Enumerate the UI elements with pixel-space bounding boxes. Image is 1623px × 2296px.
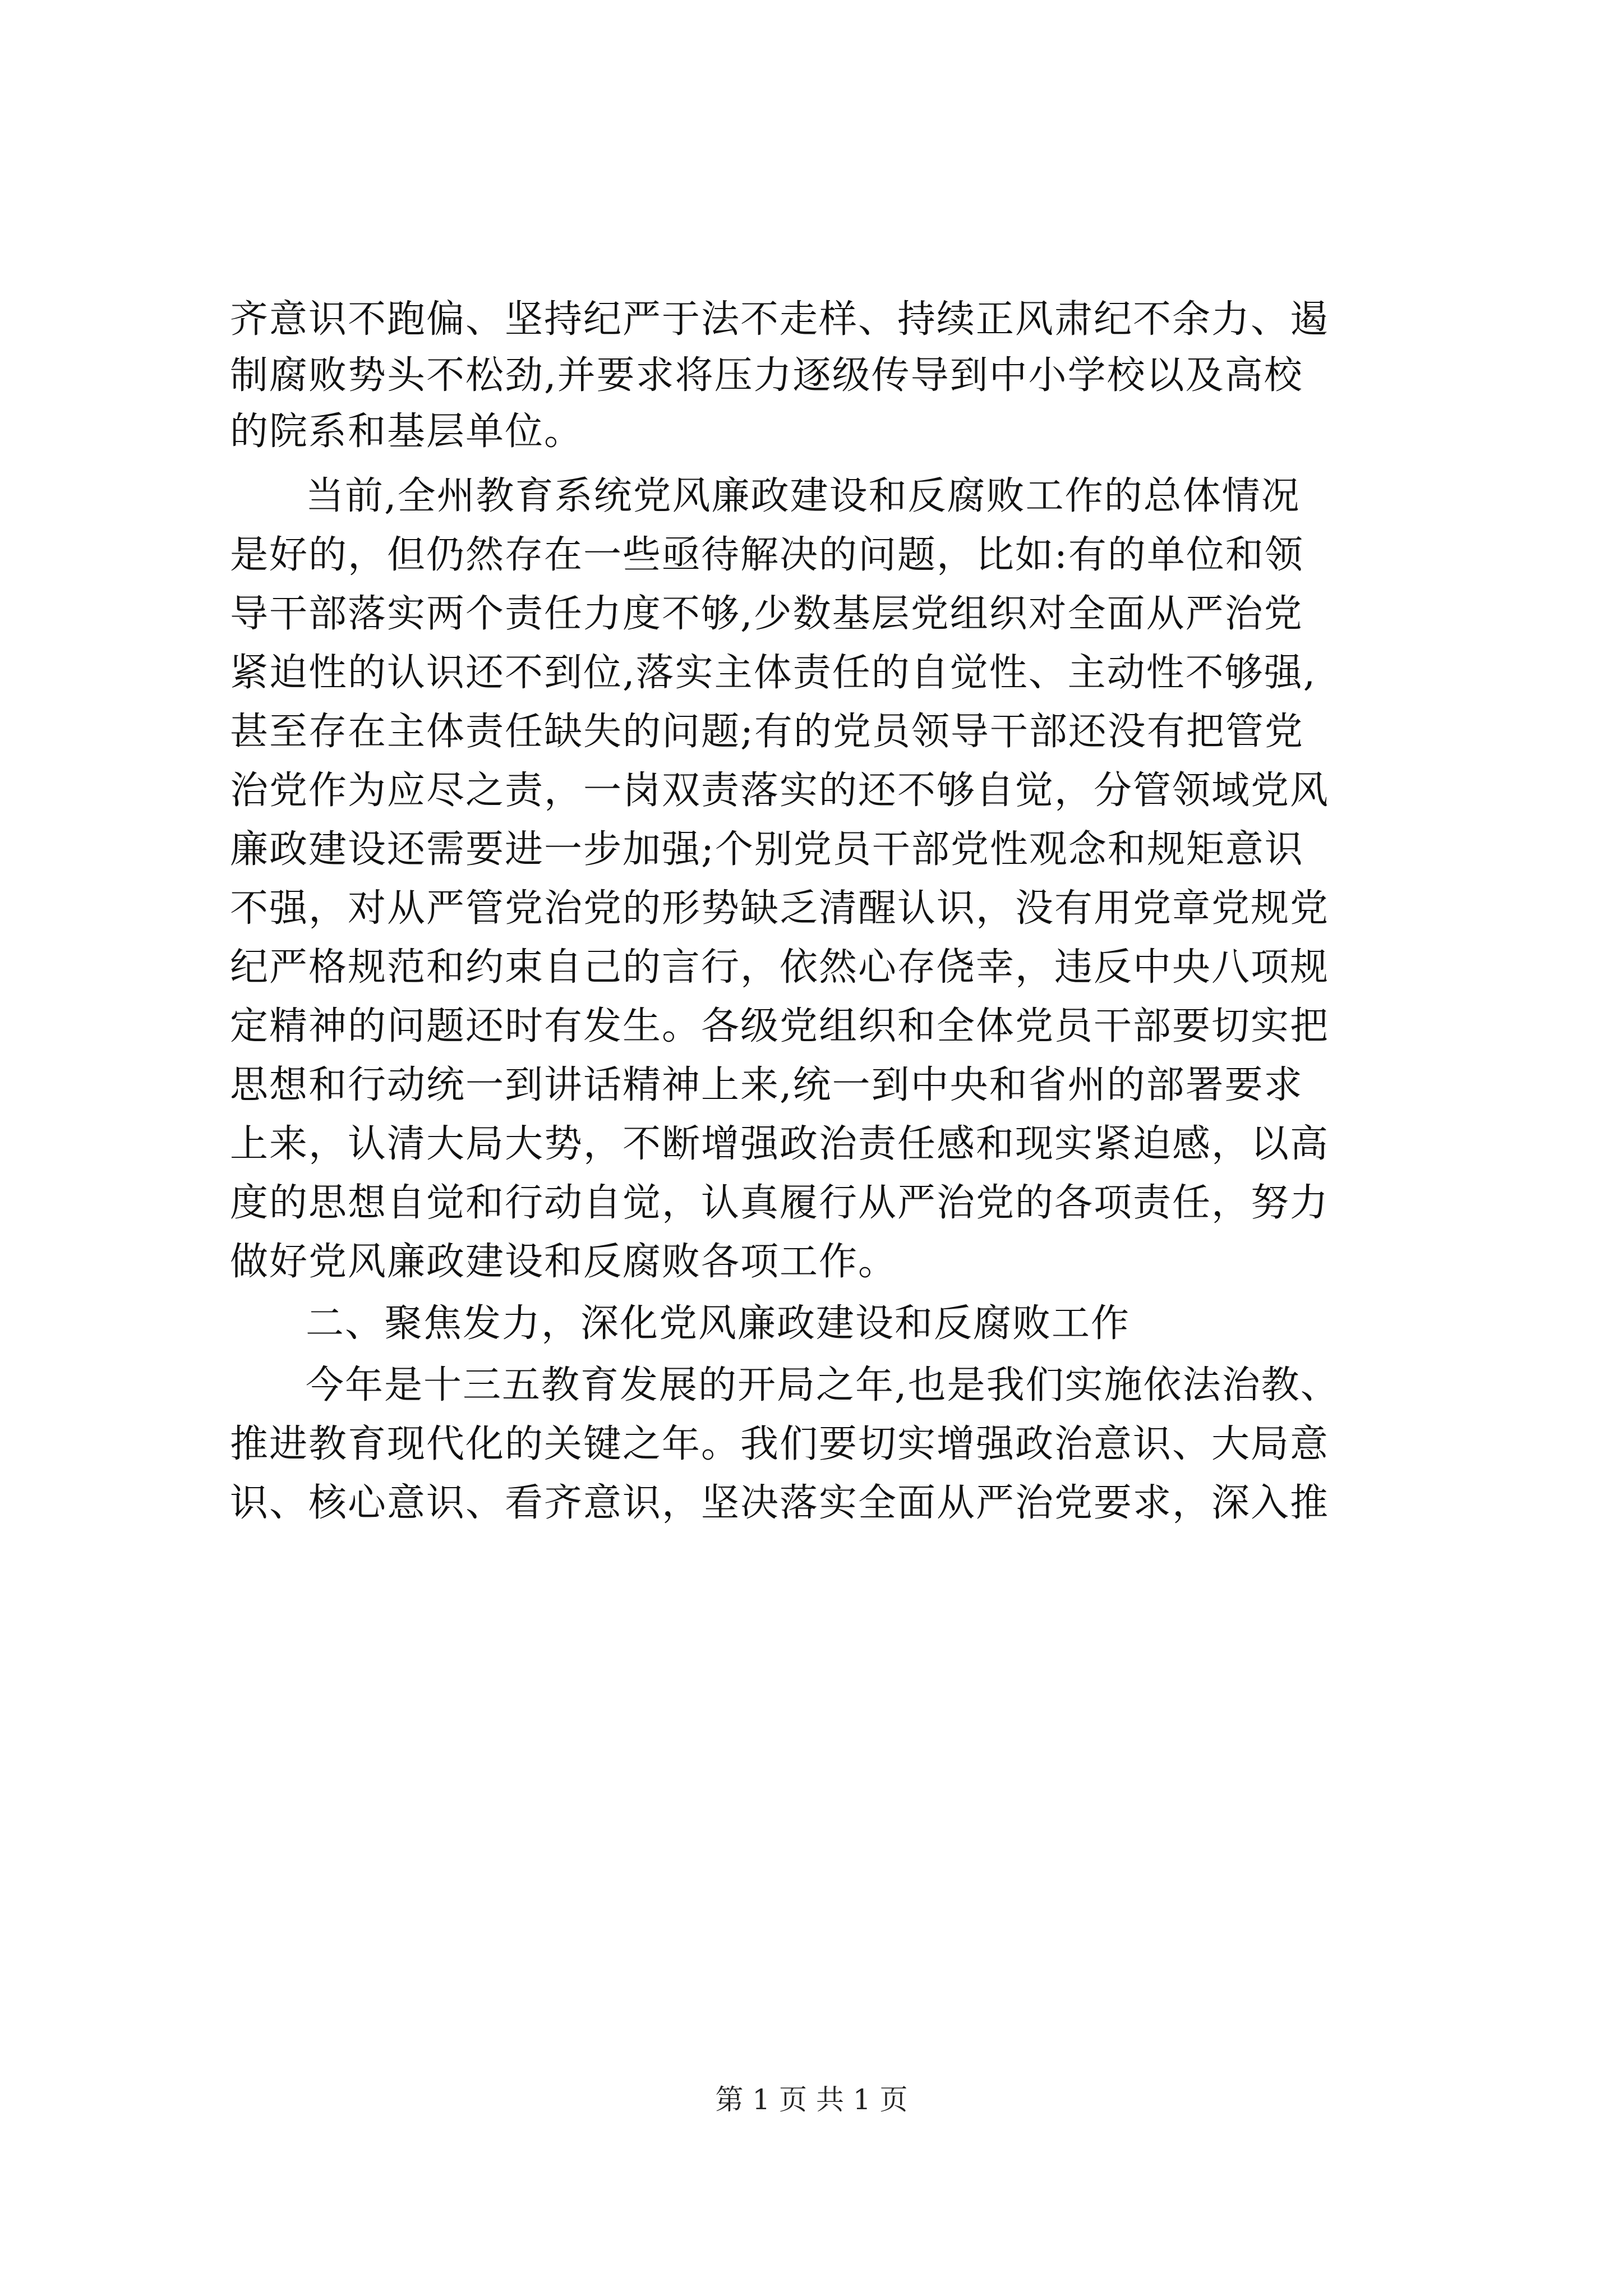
text-line: 当前,全州教育系统党风廉政建设和反腐败工作的总体情况 bbox=[306, 474, 1301, 518]
text-line: 齐意识不跑偏、坚持纪严于法不走样、持续正风肃纪不余力、遏 bbox=[230, 297, 1330, 342]
text-line: 度的思想自觉和行动自觉，认真履行从严治党的各项责任，努力 bbox=[230, 1181, 1330, 1225]
text-line: 不强，对从严管党治党的形势缺乏清醒认识，没有用党章党规党 bbox=[230, 886, 1330, 931]
text-line: 推进教育现代化的关键之年。我们要切实增强政治意识、大局意 bbox=[230, 1422, 1330, 1466]
text-line: 做好党风廉政建设和反腐败各项工作。 bbox=[230, 1240, 898, 1284]
text-line: 纪严格规范和约束自己的言行，依然心存侥幸，违反中央八项规 bbox=[230, 945, 1330, 990]
text-line: 识、核心意识、看齐意识，坚决落实全面从严治党要求，深入推 bbox=[230, 1481, 1330, 1525]
text-line: 上来，认清大局大势，不断增强政治责任感和现实紧迫感，以高 bbox=[230, 1122, 1330, 1166]
page-number-footer: 第 1 页 共 1 页 bbox=[715, 2083, 908, 2116]
text-line: 治党作为应尽之责，一岗双责落实的还不够自觉，分管领域党风 bbox=[230, 769, 1330, 813]
text-line: 今年是十三五教育发展的开局之年,也是我们实施依法治教、 bbox=[306, 1363, 1340, 1407]
text-line: 定精神的问题还时有发生。各级党组织和全体党员干部要切实把 bbox=[230, 1004, 1330, 1048]
text-line: 的院系和基层单位。 bbox=[230, 409, 584, 454]
text-line: 制腐败势头不松劲,并要求将压力逐级传导到中小学校以及高校 bbox=[230, 353, 1303, 398]
text-line: 思想和行动统一到讲话精神上来,统一到中央和省州的部署要求 bbox=[230, 1063, 1303, 1107]
section-heading: 二、聚焦发力，深化党风廉政建设和反腐败工作 bbox=[306, 1301, 1131, 1346]
text-line: 是好的，但仍然存在一些亟待解决的问题，比如:有的单位和领 bbox=[230, 533, 1304, 577]
text-line: 廉政建设还需要进一步加强;个别党员干部党性观念和规矩意识 bbox=[230, 827, 1304, 872]
text-line: 导干部落实两个责任力度不够,少数基层党组织对全面从严治党 bbox=[230, 592, 1303, 636]
text-line: 紧迫性的认识还不到位,落实主体责任的自觉性、主动性不够强, bbox=[230, 651, 1317, 695]
text-line: 甚至存在主体责任缺失的问题;有的党员领导干部还没有把管党 bbox=[230, 710, 1304, 754]
